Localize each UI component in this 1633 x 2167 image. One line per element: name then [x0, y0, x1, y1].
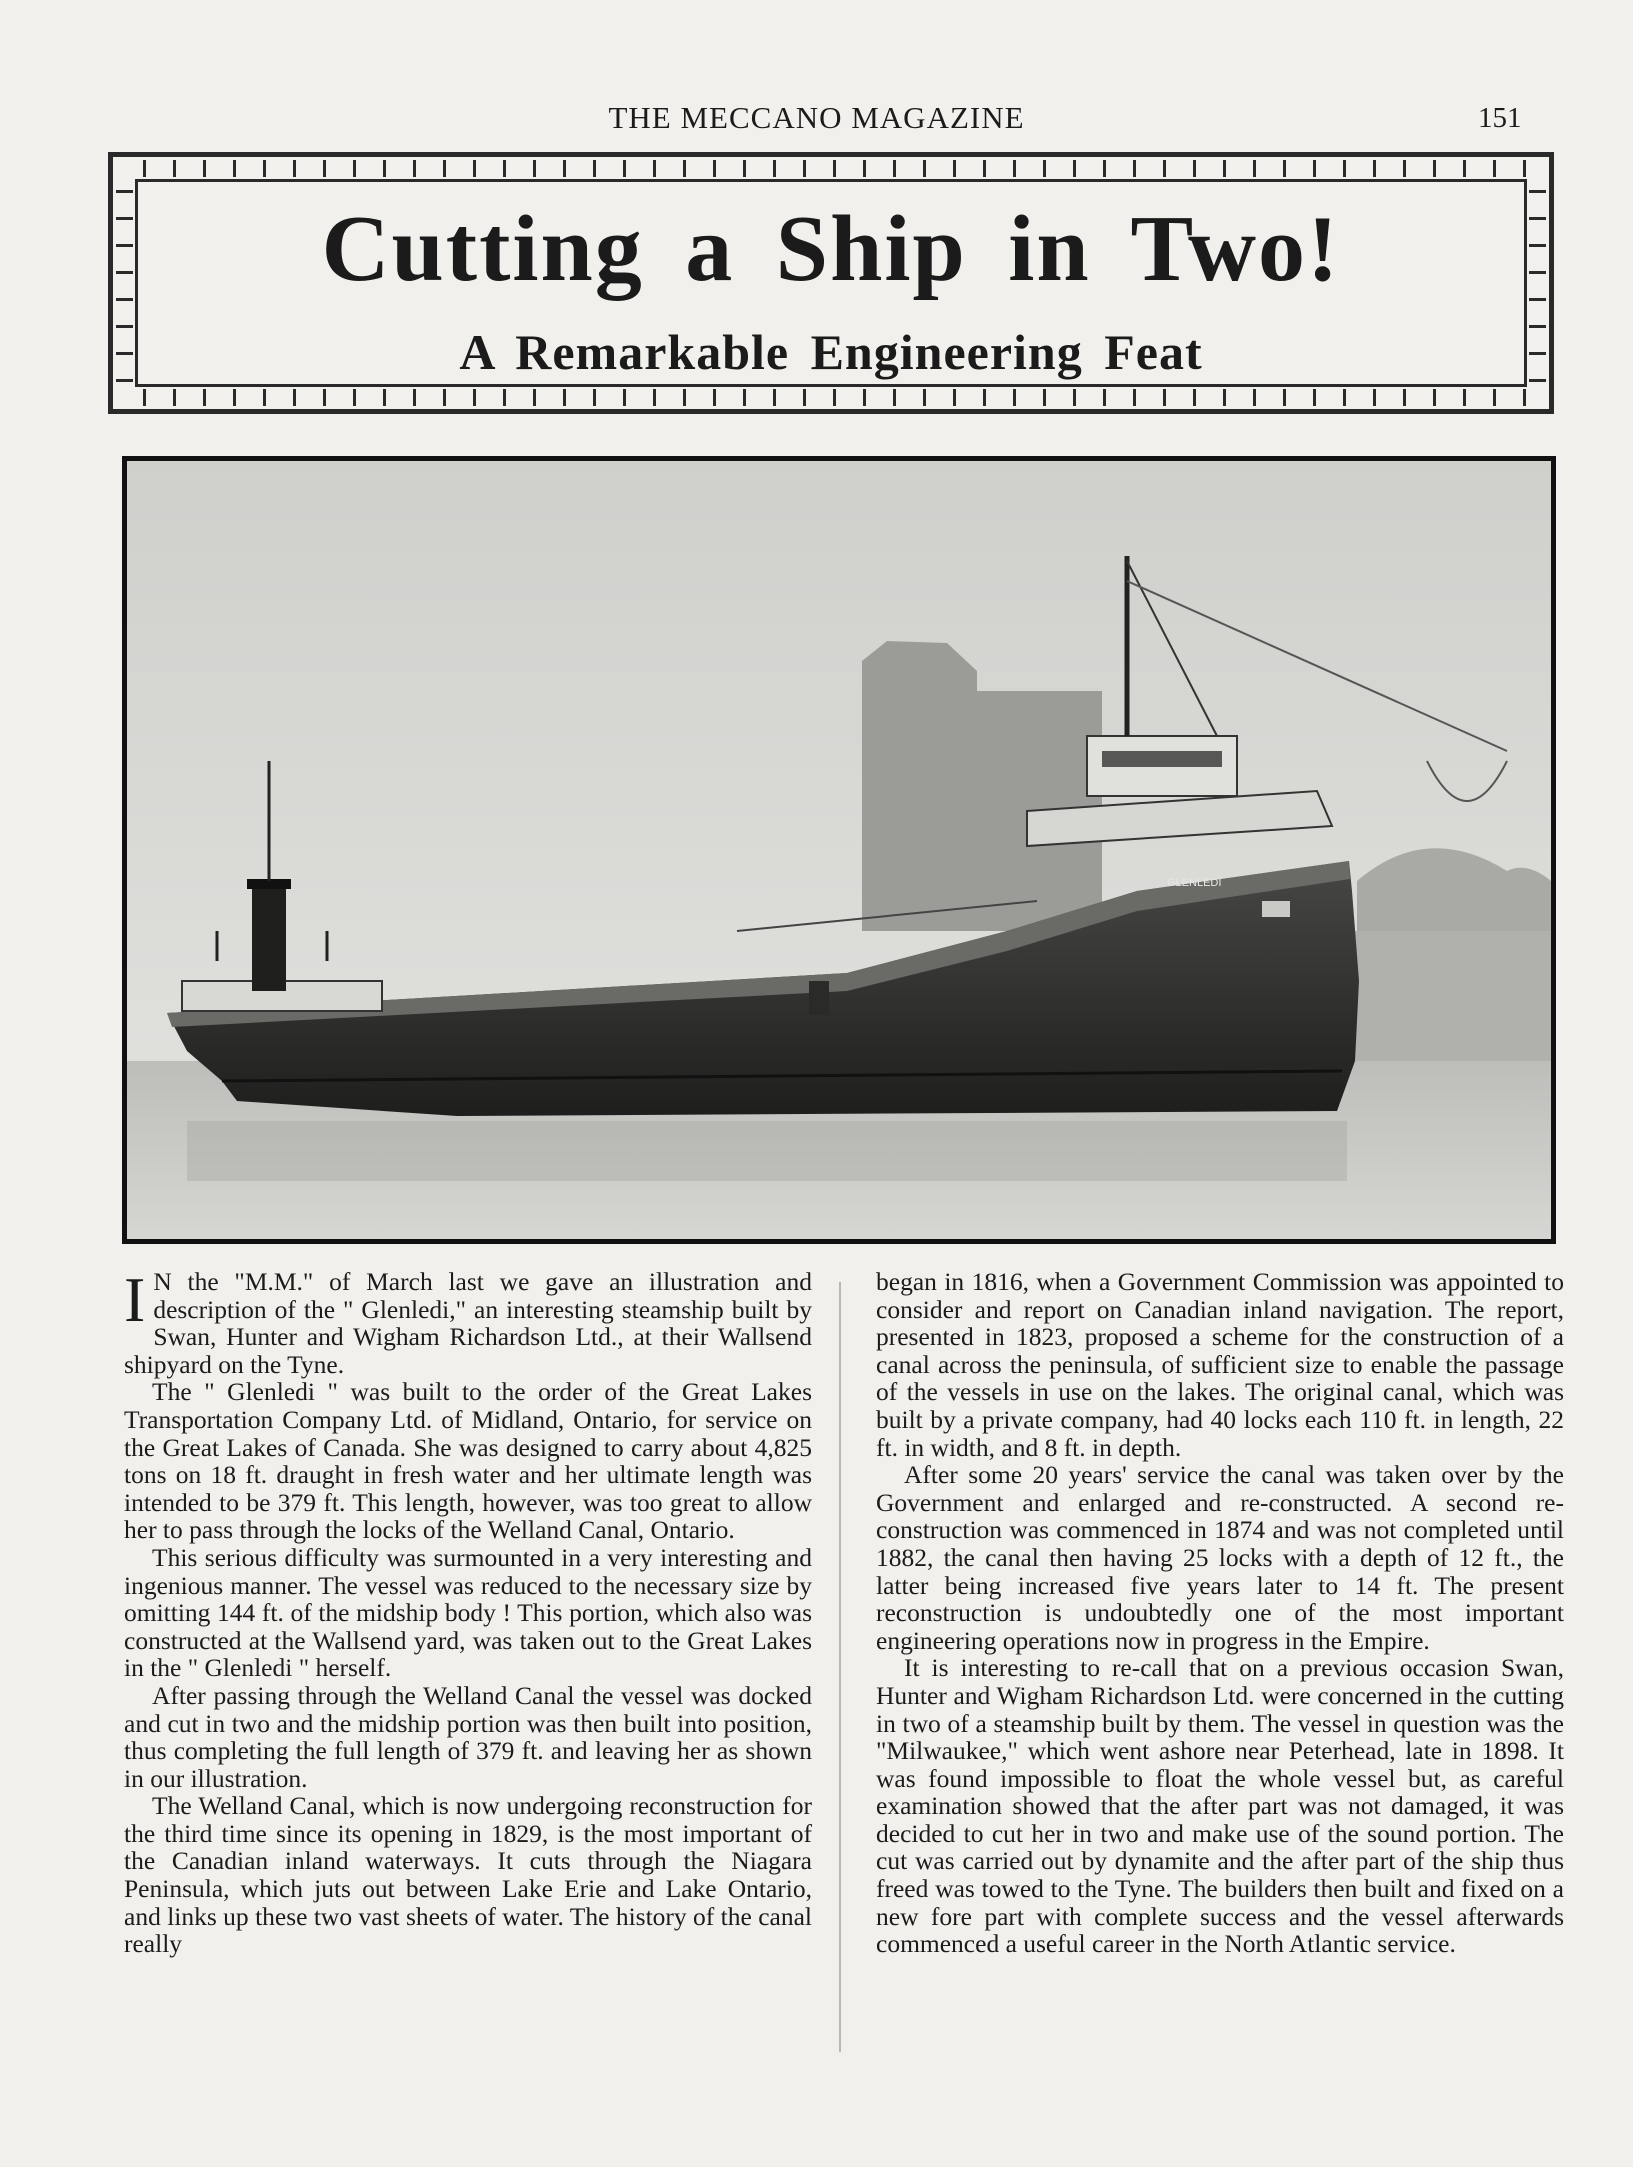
ship-illustration	[127, 461, 1551, 1239]
article-subtitle: A Remarkable Engineering Feat	[459, 324, 1203, 380]
article-column-right	[876, 1268, 1564, 1958]
article-title: Cutting a Ship in Two!	[321, 197, 1341, 301]
drop-cap: I	[124, 1264, 146, 1335]
running-head	[0, 96, 1633, 140]
paragraph-5: The Welland Canal, which is now undergoing reconstruction for the third time since its opening in 1829, is the most important of the Canadian inland waterways. It cuts through the Niagara Peninsula, which juts out between Lake Erie and Lake Ontario, and links up these two vast sheets of water. The history of the canal really	[124, 1791, 812, 1959]
column-divider	[839, 1282, 841, 2052]
paragraph-1	[124, 1264, 812, 1379]
water-reflection	[187, 1121, 1347, 1181]
magazine-title: THE MECCANO MAGAZINE	[608, 100, 1025, 135]
paragraph-6: After some 20 years' service the canal was taken over by the Government and enlarged and re-constructed. A second re-construction was commenced in 1874 and was not completed until 1882, the canal then having 25 locks with a depth of 12 ft., the latter being increased five years later to 14 ft. The present reconstruction is undoubtedly one of the most important engineering operations now in progress in the Empire.	[876, 1460, 1564, 1655]
article-column-left	[124, 1264, 812, 1959]
title-box	[108, 152, 1554, 414]
ship-photograph	[122, 456, 1556, 1244]
paragraph-3: This serious difficulty was surmounted in a very interesting and ingenious manner. The vessel was reduced to the necessary size by omitting 144 ft. of the midship body ! This portion, which also was constructed at the Wallsend yard, was taken out to the Great Lakes in the " Glenledi " herself.	[124, 1542, 812, 1683]
paragraph-2: The " Glenledi " was built to the order of the Great Lakes Transportation Company Ltd. of Midland, Ontario, for service on the Great Lakes of Canada. She was designed to carry about 4,825 tons on 18 ft. draught in fresh water and her ultimate length was intended to be 379 ft. This length, however, was too great to allow her to pass through the locks of the Welland Canal, Ontario.	[124, 1377, 812, 1545]
paragraph-4: After passing through the Welland Canal the vessel was docked and cut in two and the midship portion was then built into position, thus completing the full length of 379 ft. and leaving her as shown in our illustration.	[124, 1680, 812, 1793]
hull-lettering: GLENLEDI	[1167, 877, 1222, 889]
page-number: 151	[1478, 102, 1522, 134]
paragraph-5-continued: began in 1816, when a Government Commission was appointed to consider and report on Canadian inland navigation. The report, presented in 1823, proposed a scheme for the construction of a canal across the peninsula, of sufficient size to enable the passage of the vessels in use on the lakes. The original canal, which was built by a private company, had 40 locks each 110 ft. in length, 22 ft. in width, and 8 ft. in depth.	[876, 1267, 1564, 1462]
paragraph-1-text: N the "M.M." of March last we gave an illustration and description of the " Glenledi," an interesting steamship built by Swan, Hunter and Wigham Richardson Ltd., at their Wallsend shipyard on the Tyne.	[124, 1267, 812, 1379]
paragraph-7: It is interesting to re-call that on a previous occasion Swan, Hunter and Wigham Richardson Ltd. were concerned in the cutting in two of a steamship built by them. The vessel in question was the "Milwaukee," which went ashore near Peterhead, late in 1898. It was found impossible to float the whole vessel but, as careful examination showed that the after part was not damaged, it was decided to cut her in two and make use of the sound portion. The cut was carried out by dynamite and the after part of the ship thus freed was towed to the Tyne. The builders then built and fixed on a new fore part with complete success and the vessel afterwards commenced a useful career in the North Atlantic service.	[876, 1653, 1564, 1959]
